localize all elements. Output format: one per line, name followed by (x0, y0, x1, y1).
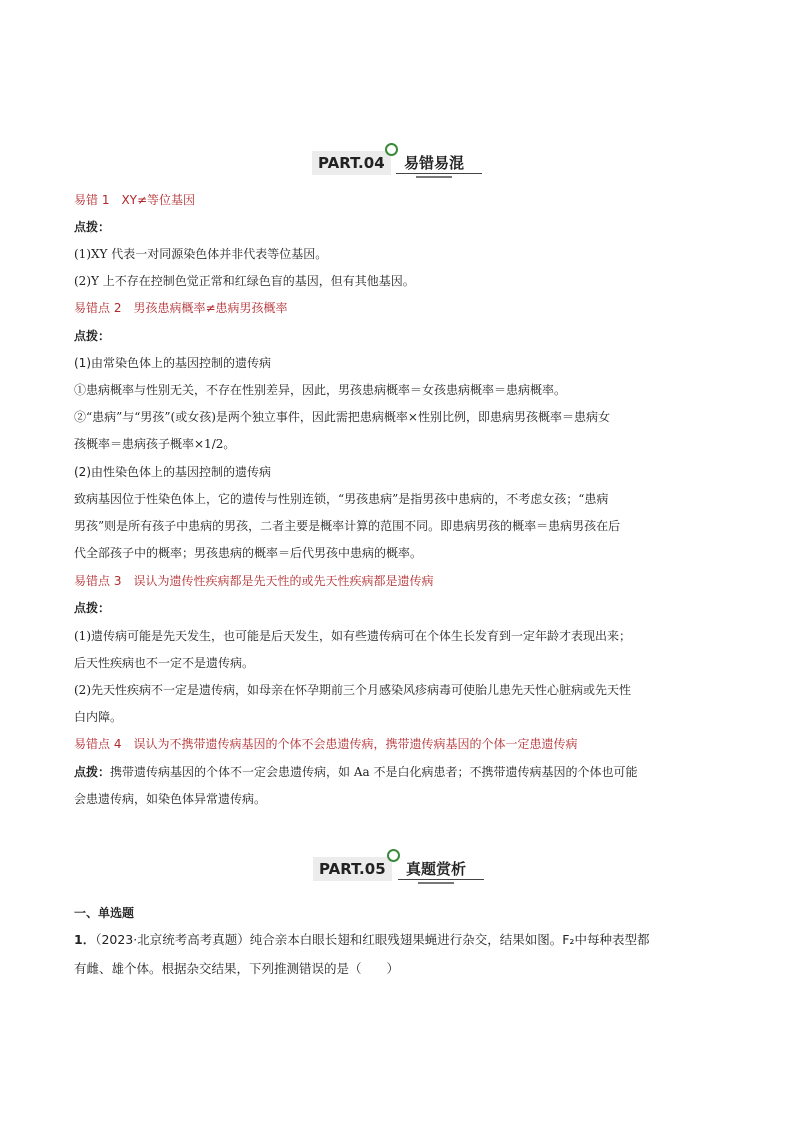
circle-ornament-icon (385, 143, 398, 156)
part04-underline (396, 173, 482, 174)
error3-line: 白内障。 (74, 710, 123, 724)
part05-header (0, 854, 794, 894)
circle-ornament-icon (387, 849, 400, 862)
part04-underline-accent (416, 176, 452, 178)
part04-header (0, 148, 794, 188)
part05-underline (398, 879, 484, 880)
part04-label: PART.04 (312, 151, 391, 175)
error2-line: 代全部孩子中的概率；男孩患病的概率＝后代男孩中患病的概率。 (74, 546, 423, 560)
error4-tip-label: 点拨： (74, 765, 111, 779)
error1-tip-label: 点拨： (74, 220, 111, 234)
question-line (74, 932, 724, 948)
error2-line: ①患病概率与性别无关，不存在性别差异，因此，男孩患病概率＝女孩患病概率＝患病概率。 (74, 383, 567, 397)
error2-heading: 易错点 2 男孩患病概率≠患病男孩概率 (74, 301, 288, 315)
error1-line: (2)Y 上不存在控制色觉正常和红绿色盲的基因，但有其他基因。 (74, 274, 415, 288)
error2-line: ②“患病”与“男孩”(或女孩)是两个独立事件，因此需把患病概率×性别比例，即患病男孩概率＝患病女 (74, 410, 610, 424)
error2-line: 孩概率＝患病孩子概率×1/2。 (74, 437, 236, 451)
error4-line: 会患遗传病，如染色体异常遗传病。 (74, 792, 267, 806)
part05-underline-accent (418, 882, 454, 884)
error2-line: (1)由常染色体上的基因控制的遗传病 (74, 356, 271, 370)
part04-title: 易错易混 (404, 154, 465, 172)
question-text-1: （2023·北京统考高考真题）纯合亲本白眼长翅和红眼残翅果蝇进行杂交，结果如图。F₂中每种表型都 (95, 932, 650, 947)
section-title: 一、单选题 (74, 906, 135, 920)
part05-label: PART.05 (313, 857, 392, 881)
error1-heading: 易错 1 XY≠等位基因 (74, 193, 196, 207)
error4-line: 携带遗传病基因的个体不一定会患遗传病，如 Aa 不是白化病患者；不携带遗传病基因的个体也可能 (110, 765, 638, 779)
error3-line: (1)遗传病可能是先天发生，也可能是后天发生，如有些遗传病可在个体生长发育到一定年龄才表现出来； (74, 629, 632, 643)
error2-line: (2)由性染色体上的基因控制的遗传病 (74, 465, 271, 479)
error3-line: 后天性疾病也不一定不是遗传病。 (74, 656, 255, 670)
question-text-2: 有雌、雄个体。根据杂交结果，下列推测错误的是（ ） (74, 961, 400, 976)
error4-heading: 易错点 4 误认为不携带遗传病基因的个体不会患遗传病，携带遗传病基因的个体一定患遗传病 (74, 737, 578, 751)
error3-line: (2)先天性疾病不一定是遗传病，如母亲在怀孕期前三个月感染风疹病毒可使胎儿患先天性心脏病或先天性 (74, 683, 632, 697)
error4-tip-row (74, 764, 724, 780)
error3-heading: 易错点 3 误认为遗传性疾病都是先天性的或先天性疾病都是遗传病 (74, 574, 434, 588)
part05-title: 真题赏析 (406, 860, 467, 878)
error3-tip-label: 点拨： (74, 601, 111, 615)
error1-line: (1)XY 代表一对同源染色体并非代表等位基因。 (74, 247, 328, 261)
error2-line: 男孩”则是所有孩子中患病的男孩，二者主要是概率计算的范围不同。即患病男孩的概率＝患病男孩在后 (74, 519, 621, 533)
error2-tip-label: 点拨： (74, 329, 111, 343)
question-number: 1． (74, 932, 96, 947)
error2-line: 致病基因位于性染色体上，它的遗传与性别连锁，“男孩患病”是指男孩中患病的，不考虑女孩；“患病 (74, 492, 609, 506)
